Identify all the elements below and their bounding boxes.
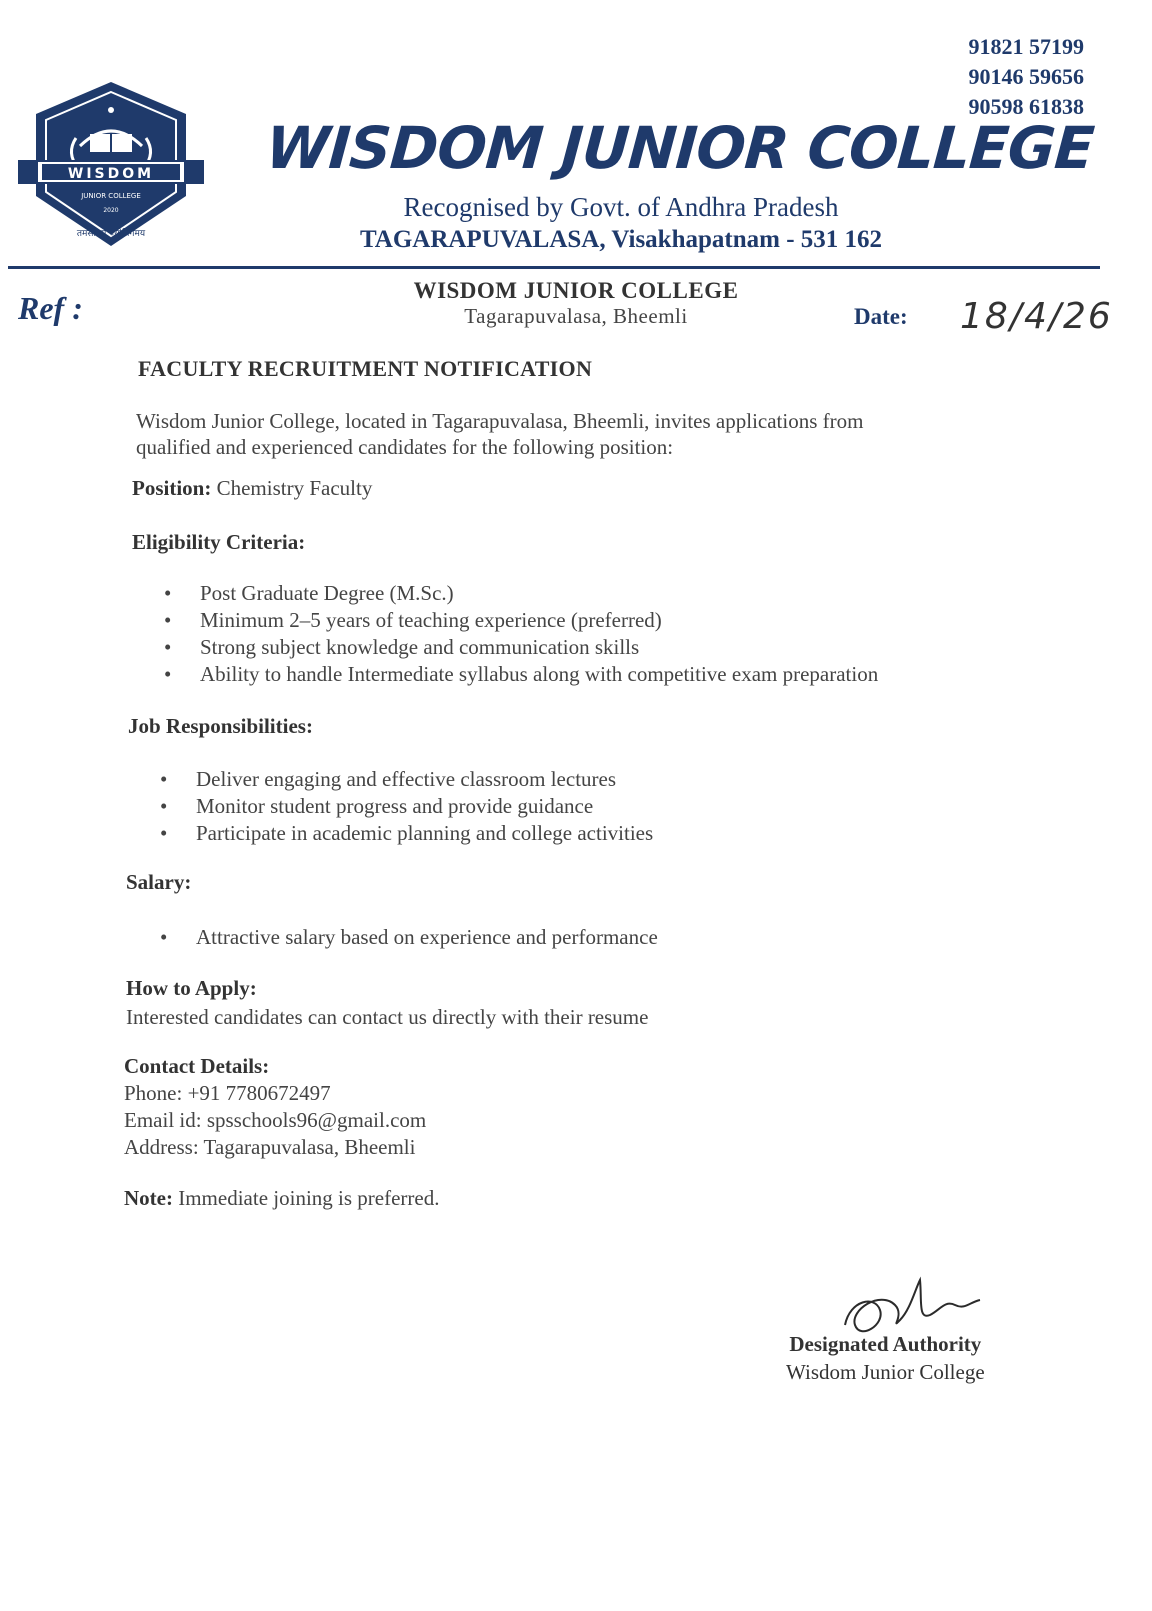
ref-label: Ref : (18, 290, 83, 326)
date-label: Date: (854, 304, 908, 329)
contact-heading-wrap (124, 1054, 269, 1079)
signature-block (786, 1330, 985, 1386)
contact-email: Email id: spsschools96@gmail.com (124, 1108, 427, 1132)
contact-address: Address: Tagarapuvalasa, Bheemli (124, 1135, 416, 1159)
contact-heading: Contact Details: (124, 1054, 270, 1078)
date-value: 18/4/26 (960, 296, 1113, 337)
intro-line-1: Wisdom Junior College, located in Tagarapuvalasa, Bheemli, invites applications from (136, 409, 864, 433)
position-line (132, 476, 372, 501)
apply-text: Interested candidates can contact us directly with their resume (126, 1005, 649, 1029)
responsibility-item: • Participate in academic planning and college activities (160, 820, 653, 847)
responsibility-item: • Deliver engaging and effective classroom lectures (160, 766, 653, 793)
phone-number-1: 91821 57199 (968, 34, 1084, 59)
note-text: Immediate joining is preferred. (178, 1186, 440, 1210)
responsibility-item: • Monitor student progress and provide guidance (160, 793, 653, 820)
intro-paragraph (136, 408, 956, 460)
responsibilities-list (160, 766, 653, 847)
eligibility-item: • Strong subject knowledge and communication skills (164, 634, 878, 661)
logo-banner-text: WISDOM (67, 166, 155, 182)
phone-number-2: 90146 59656 (968, 64, 1084, 89)
salary-heading: Salary: (126, 870, 192, 894)
eligibility-item: • Minimum 2–5 years of teaching experience (preferred) (164, 607, 878, 634)
phone-numbers (969, 32, 1085, 122)
responsibilities-heading: Job Responsibilities: (128, 714, 313, 738)
signatory-title: Designated Authority (789, 1332, 982, 1356)
sub-header-place: Tagarapuvalasa, Bheemli (464, 304, 688, 328)
college-name: WISDOM JUNIOR COLLEGE (263, 114, 1096, 182)
logo-year: 2020 (103, 207, 119, 214)
salary-item: • Attractive salary based on experience and performance (160, 924, 658, 951)
eligibility-item: • Ability to handle Intermediate syllabus along with competitive exam preparation (164, 661, 878, 688)
recognition-line: Recognised by Govt. of Andhra Pradesh (403, 192, 839, 222)
logo-motto: तमसो मा ज्योतिर्गमय (76, 229, 146, 239)
note-line (124, 1186, 439, 1211)
header-divider (8, 266, 1100, 269)
sub-header-title: WISDOM JUNIOR COLLEGE (413, 278, 739, 303)
apply-heading: How to Apply: (126, 976, 257, 1000)
salary-list (160, 924, 658, 951)
apply-heading-wrap (126, 976, 257, 1001)
responsibilities-heading-wrap (128, 714, 313, 739)
phone-number-3: 90598 61838 (968, 94, 1084, 119)
letterhead-address: TAGARAPUVALASA, Visakhapatnam - 531 162 (359, 226, 883, 253)
salary-heading-wrap (126, 870, 191, 895)
position-label: Position: (132, 476, 212, 500)
intro-line-2: qualified and experienced candidates for the following position: (136, 435, 674, 459)
eligibility-list (164, 580, 878, 688)
position-value: Chemistry Faculty (216, 476, 373, 500)
eligibility-item: • Post Graduate Degree (M.Sc.) (164, 580, 878, 607)
logo-sub-text: JUNIOR COLLEGE (81, 192, 141, 200)
note-label: Note: (124, 1186, 173, 1210)
notice-heading: FACULTY RECRUITMENT NOTIFICATION (138, 356, 593, 381)
eligibility-heading: Eligibility Criteria: (132, 530, 306, 554)
contact-phone: Phone: +91 7780672497 (124, 1081, 331, 1105)
contact-details (124, 1080, 426, 1161)
eligibility-heading-wrap (132, 530, 305, 555)
signatory-org: Wisdom Junior College (786, 1360, 985, 1384)
